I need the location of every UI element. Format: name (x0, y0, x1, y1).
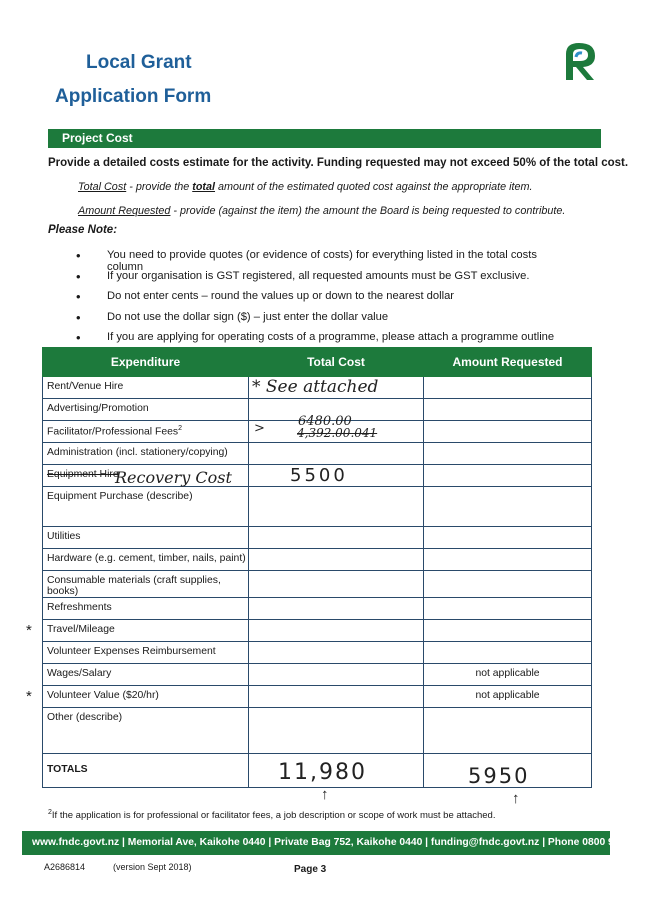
handwritten-arrow: > (254, 421, 265, 436)
total-cost-cell[interactable] (249, 527, 424, 549)
amount-cell: not applicable (424, 664, 592, 686)
amount-cell[interactable] (424, 549, 592, 571)
total-cost-bold: total (192, 181, 216, 193)
footnote-text: If the application is for professional or facilitator fees, a job description or scope of work must be attached. (51, 810, 496, 822)
notes-list (76, 249, 556, 352)
council-logo-icon (563, 40, 599, 82)
handwritten-up-arrow-icon: ↑ (512, 790, 520, 807)
total-cost-cell[interactable] (249, 487, 424, 527)
header-total-cost: Total Cost (249, 348, 424, 377)
amount-cell[interactable] (424, 377, 592, 399)
amount-cell[interactable] (424, 642, 592, 664)
handwritten-facilitator-struck: 4,392.00.041 (297, 426, 378, 440)
row-label: Equipment Purchase (describe) (43, 487, 249, 527)
total-cost-definition (78, 181, 533, 193)
note-item: • Do not use the dollar sign ($) – just enter the dollar value (76, 311, 556, 332)
table-row (43, 487, 592, 527)
table-row (43, 686, 592, 708)
amount-cell: not applicable (424, 686, 592, 708)
table-row (43, 708, 592, 754)
page-number: Page 3 (294, 864, 327, 875)
totals-label: TOTALS (43, 754, 249, 788)
row-label: Travel/Mileage (43, 620, 249, 642)
amount-cell[interactable] (424, 571, 592, 598)
footer-contact-bar: www.fndc.govt.nz | Memorial Ave, Kaikohe 0440 | Private Bag 752, Kaikohe 0440 | funding@fndc.govt.nz | Phone 0800 920 029 (22, 831, 610, 855)
table-row (43, 620, 592, 642)
note-item: • If your organisation is GST registered, all requested amounts must be GST exclusive. (76, 270, 556, 291)
row-label: Hardware (e.g. cement, timber, nails, paint) (43, 549, 249, 571)
section-title-bar: Project Cost (48, 129, 601, 148)
amount-requested-desc: - provide (against the item) the amount the Board is being requested to contribute. (170, 205, 566, 217)
title-line1: Local Grant (86, 52, 192, 73)
handwritten-facilitator-figure: 6480.00 (298, 414, 352, 429)
footnote-sup: 2 (48, 809, 52, 816)
table-row (43, 598, 592, 620)
note-item: • If you are applying for operating costs of a programme, please attach a programme outline (76, 331, 556, 352)
handwritten-recovery-cost: Recovery Cost (115, 468, 232, 487)
total-cost-term: Total Cost (78, 181, 127, 193)
row-label: Refreshments (43, 598, 249, 620)
intro-lead: Provide a detailed costs estimate for the activity. Funding requested may not exceed 50% of the total cost. (48, 157, 629, 169)
total-cost-cell[interactable] (249, 664, 424, 686)
handwritten-total-cost: 11,980 (278, 760, 367, 785)
handwritten-equipment-cost: 5500 (290, 465, 348, 486)
table-row (43, 571, 592, 598)
table-row (43, 443, 592, 465)
handwritten-star-icon: * (26, 688, 32, 705)
total-cost-cell[interactable] (249, 598, 424, 620)
row-label: Advertising/Promotion (43, 399, 249, 421)
row-label-sup: 2 (178, 425, 182, 432)
row-label-cell (43, 421, 249, 443)
amount-cell[interactable] (424, 399, 592, 421)
row-label: Utilities (43, 527, 249, 549)
note-item: • Do not enter cents – round the values up or down to the nearest dollar (76, 290, 556, 311)
table-row (43, 664, 592, 686)
row-label: Facilitator/Professional Fees (47, 426, 179, 438)
amount-cell[interactable] (424, 598, 592, 620)
total-cost-cell[interactable] (249, 642, 424, 664)
header-expenditure: Expenditure (43, 348, 249, 377)
amount-cell[interactable] (424, 708, 592, 754)
amount-requested-definition (78, 205, 565, 217)
row-label: Volunteer Expenses Reimbursement (43, 642, 249, 664)
row-label: Other (describe) (43, 708, 249, 754)
total-cost-cell[interactable] (249, 443, 424, 465)
table-row (43, 642, 592, 664)
amount-requested-term: Amount Requested (78, 205, 171, 217)
total-cost-pre: - provide the (126, 181, 193, 193)
handwritten-see-attached: * See attached (252, 377, 379, 397)
row-label: Administration (incl. stationery/copying) (43, 443, 249, 465)
amount-cell[interactable] (424, 443, 592, 465)
row-label: Consumable materials (craft supplies, books) (43, 571, 249, 598)
amount-cell[interactable] (424, 487, 592, 527)
table-row (43, 527, 592, 549)
amount-cell[interactable] (424, 620, 592, 642)
handwritten-up-arrow-icon: ↑ (321, 786, 329, 803)
total-cost-post: amount of the estimated quoted cost against the appropriate item. (215, 181, 533, 193)
title-line2: Application Form (55, 86, 212, 107)
notes-heading: Please Note: (48, 224, 118, 236)
table-row (43, 549, 592, 571)
amount-cell[interactable] (424, 527, 592, 549)
header-amount-requested: Amount Requested (424, 348, 592, 377)
row-label: Rent/Venue Hire (43, 377, 249, 399)
amount-cell[interactable] (424, 465, 592, 487)
row-label: Equipment Hire (43, 465, 249, 487)
total-cost-cell[interactable] (249, 620, 424, 642)
handwritten-star-icon: * (26, 622, 32, 639)
row-label: Wages/Salary (43, 664, 249, 686)
document-version: (version Sept 2018) (113, 862, 192, 872)
row-label: Volunteer Value ($20/hr) (43, 686, 249, 708)
footnote (48, 809, 495, 821)
handwritten-total-requested: 5950 (468, 764, 530, 788)
total-cost-cell[interactable] (249, 571, 424, 598)
note-item: • You need to provide quotes (or evidence of costs) for everything listed in the total costs column (76, 249, 556, 270)
total-cost-cell[interactable] (249, 686, 424, 708)
total-cost-cell[interactable] (249, 549, 424, 571)
amount-cell[interactable] (424, 421, 592, 443)
document-ref: A2686814 (44, 862, 86, 872)
total-cost-cell[interactable] (249, 708, 424, 754)
